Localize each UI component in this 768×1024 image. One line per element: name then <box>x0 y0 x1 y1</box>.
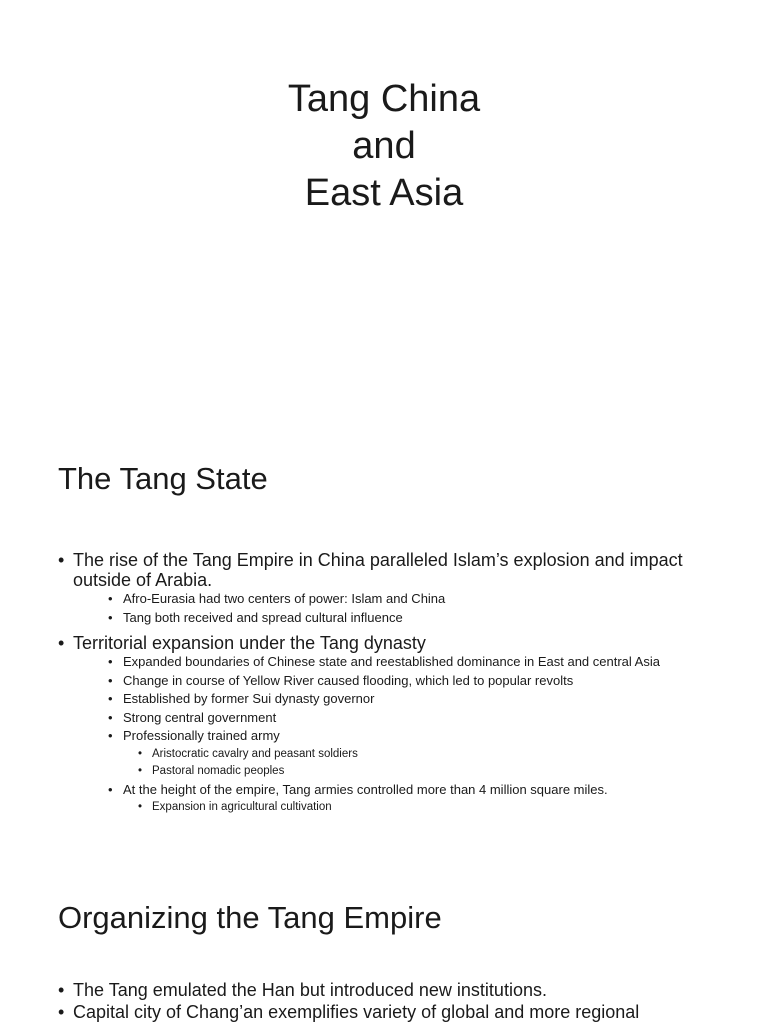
slide-organizing-tang-empire <box>0 864 768 1024</box>
presentation-title <box>0 76 768 217</box>
slide-heading: Organizing the Tang Empire <box>58 900 442 935</box>
bullet-level-1: • The Tang emulated the Han but introduced new institutions. <box>58 980 738 1000</box>
bullet-level-1: • Capital city of Chang’an exemplifies variety of global and more regional <box>58 1002 738 1022</box>
bullet-level-2: • Established by former Sui dynasty governor <box>58 690 738 709</box>
bullet-list <box>58 548 738 817</box>
bullet-level-3: • Expansion in agricultural cultivation <box>58 799 738 817</box>
title-slide <box>0 0 768 432</box>
bullet-level-2: • Afro-Eurasia had two centers of power: Islam and China <box>58 590 738 609</box>
bullet-level-2: • Strong central government <box>58 709 738 728</box>
bullet-list <box>58 978 738 1022</box>
bullet-level-2: • At the height of the empire, Tang armies controlled more than 4 million square miles. <box>58 781 738 800</box>
bullet-level-3: • Aristocratic cavalry and peasant soldiers <box>58 746 738 764</box>
title-line: East Asia <box>304 172 464 214</box>
bullet-level-3: • Pastoral nomadic peoples <box>58 763 738 781</box>
bullet-level-2: • Professionally trained army <box>58 727 738 746</box>
bullet-level-1: • Territorial expansion under the Tang dynasty <box>58 633 738 653</box>
bullet-level-2: • Tang both received and spread cultural influence <box>58 609 738 628</box>
bullet-level-2: • Change in course of Yellow River caused flooding, which led to popular revolts <box>58 672 738 691</box>
title-line: Tang China <box>287 78 481 120</box>
slide-heading: The Tang State <box>58 461 268 496</box>
bullet-level-1: • The rise of the Tang Empire in China paralleled Islam’s explosion and impact outside of Arabia. <box>58 550 738 590</box>
title-line: and <box>352 125 416 167</box>
bullet-level-2: • Expanded boundaries of Chinese state and reestablished dominance in East and central Asia <box>58 653 738 672</box>
slide-tang-state <box>0 432 768 864</box>
